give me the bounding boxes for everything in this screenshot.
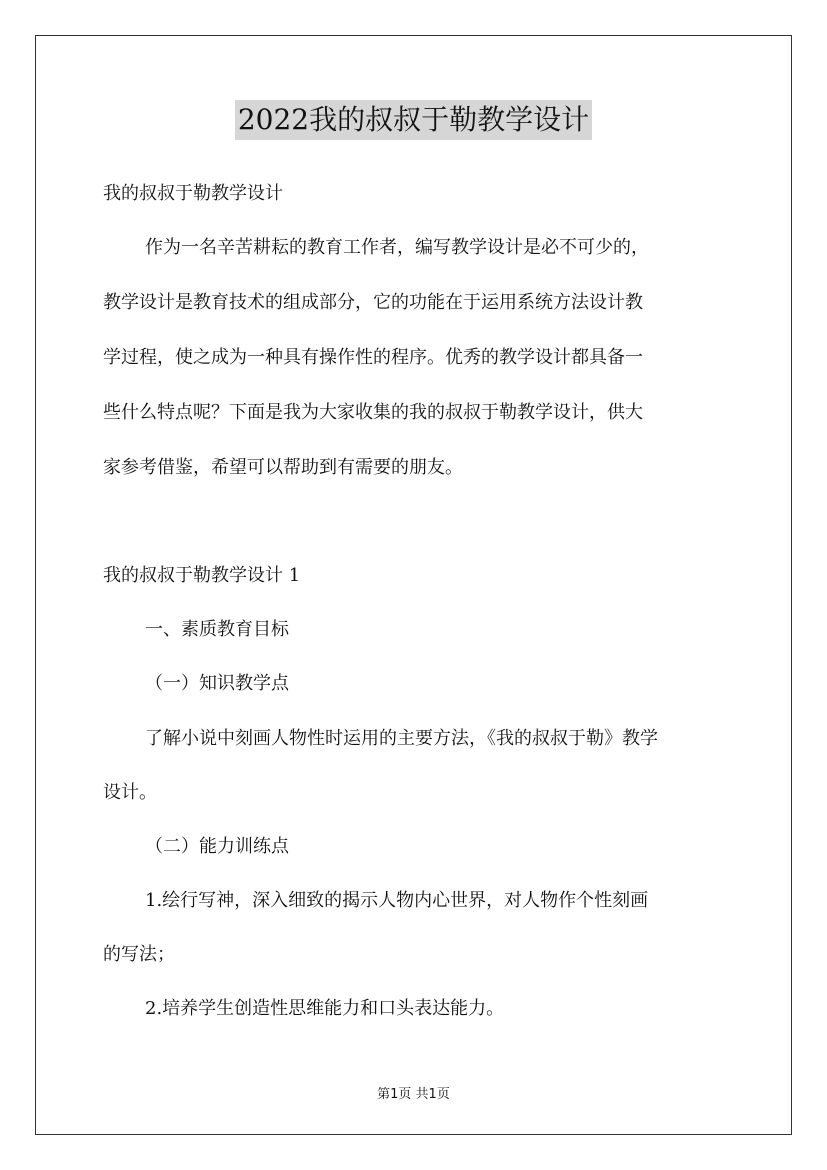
paragraph-line: 教学设计是教育技术的组成部分，它的功能在于运用系统方法设计教	[103, 292, 643, 313]
section-heading-intro: 我的叔叔于勒教学设计	[103, 183, 283, 204]
page-footer: 第1页 共1页	[377, 1087, 450, 1102]
list-item-line: 2.培养学生创造性思维能力和口头表达能力。	[145, 998, 505, 1019]
subheading-knowledge: （一）知识教学点	[145, 673, 289, 694]
title-container	[0, 100, 827, 140]
subheading-ability: （二）能力训练点	[145, 836, 289, 857]
section-heading-design-1: 我的叔叔于勒教学设计 1	[103, 565, 301, 586]
list-item-line: 的写法；	[103, 944, 175, 965]
section-heading-goals: 一、素质教育目标	[145, 619, 289, 640]
paragraph-line: 设计。	[103, 782, 157, 803]
document-title: 2022我的叔叔于勒教学设计	[235, 100, 592, 140]
paragraph-line: 了解小说中刻画人物性时运用的主要方法，《我的叔叔于勒》教学	[145, 728, 658, 749]
paragraph-line: 家参考借鉴，希望可以帮助到有需要的朋友。	[103, 457, 463, 478]
paragraph-line: 作为一名辛苦耕耘的教育工作者，编写教学设计是必不可少的，	[145, 237, 649, 258]
paragraph-line: 学过程，使之成为一种具有操作性的程序。优秀的教学设计都具备一	[103, 347, 643, 368]
list-item-line: 1.绘行写神，深入细致的揭示人物内心世界，对人物作个性刻画	[145, 890, 649, 911]
paragraph-line: 些什么特点呢？下面是我为大家收集的我的叔叔于勒教学设计，供大	[103, 402, 643, 423]
